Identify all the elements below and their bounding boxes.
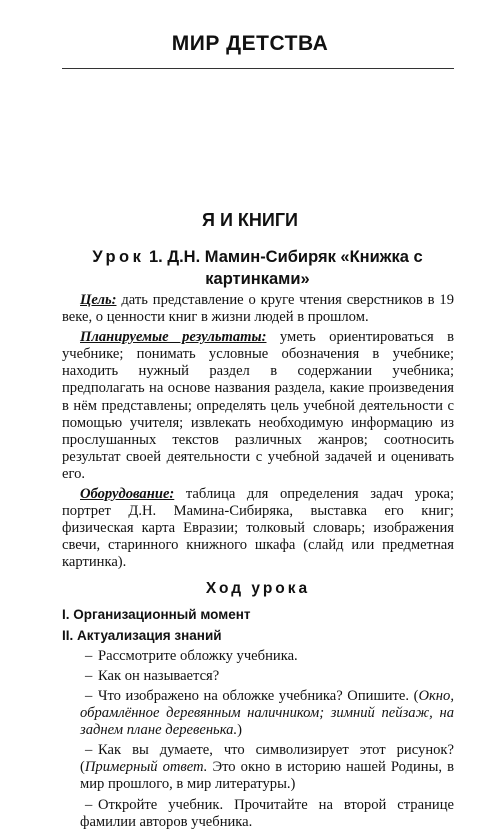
- dialogue-line: – Как он называется?: [62, 668, 454, 685]
- lesson-title: [70, 246, 445, 290]
- dialogue-line: – Откройте учебник. Прочитайте на второй странице фамилии авторов учебника.: [62, 797, 454, 831]
- header-rule: [62, 68, 454, 69]
- goal-text: дать представление о круге чтения сверстников в 19 веке, о ценности книг в жизни людей в прошлом.: [62, 292, 454, 326]
- results-text: уметь ориентироваться в учебнике; понимать условные обозначения в учебнике; находить нужный раздел в содержании учебника; предполагать на основе названия раздела, какие произведения в нём представлены; определять цель учебной деятельности с помощью учителя; извлекать необходимую информацию из прослушанных текстов различных жанров; соотносить результат своей деятельности с учебной задачей и оценивать его.: [62, 329, 454, 482]
- equipment-text: таблица для определения задач урока; портрет Д.Н. Мамина-Сибиряка, выставка его книг; физическая карта Евразии; толковый словарь; изображения свечи, старинного книжного шкафа (слайд или предметная картинка).: [62, 486, 454, 571]
- dialogue-line: [62, 688, 454, 739]
- dialogue-answer: Примерный ответ.: [84, 759, 208, 776]
- dialogue-answer: Окно, обрамлённое деревянным наличником; зимний пейзаж, на заднем плане деревенька.: [80, 687, 454, 739]
- dialogue-line: [62, 742, 454, 793]
- chapter-title: МИР ДЕТСТВА: [171, 32, 329, 55]
- lesson-title-rest: 1. Д.Н. Мамин-Сибиряк «Книжка с картинками»: [148, 248, 423, 288]
- lesson-word: Урок: [92, 248, 145, 266]
- stage-actualization: II. Актуализация знаний: [62, 627, 222, 643]
- dialogue-text: Что изображено на обложке учебника? Опишите. (: [98, 687, 419, 704]
- dialogue-text: Это окно в историю нашей Родины, в мир прошлого, в мир литературы.): [80, 759, 454, 793]
- lesson-body: [62, 292, 454, 834]
- dialogue-text: ): [237, 722, 242, 739]
- results-label: Планируемые результаты:: [80, 329, 267, 346]
- goal-paragraph: [62, 292, 454, 326]
- dialogue-line: – Рассмотрите обложку учебника.: [62, 648, 454, 665]
- course-heading: Ход урока: [205, 579, 311, 597]
- equipment-paragraph: [62, 486, 454, 571]
- dialogue-text: Как вы думаете, что символизирует этот рисунок? (: [80, 742, 454, 776]
- equipment-label: Оборудование:: [80, 486, 175, 503]
- stage-organizational: I. Организационный момент: [62, 606, 251, 622]
- section-title: Я И КНИГИ: [202, 210, 298, 230]
- goal-label: Цель:: [80, 292, 117, 308]
- results-paragraph: [62, 329, 454, 483]
